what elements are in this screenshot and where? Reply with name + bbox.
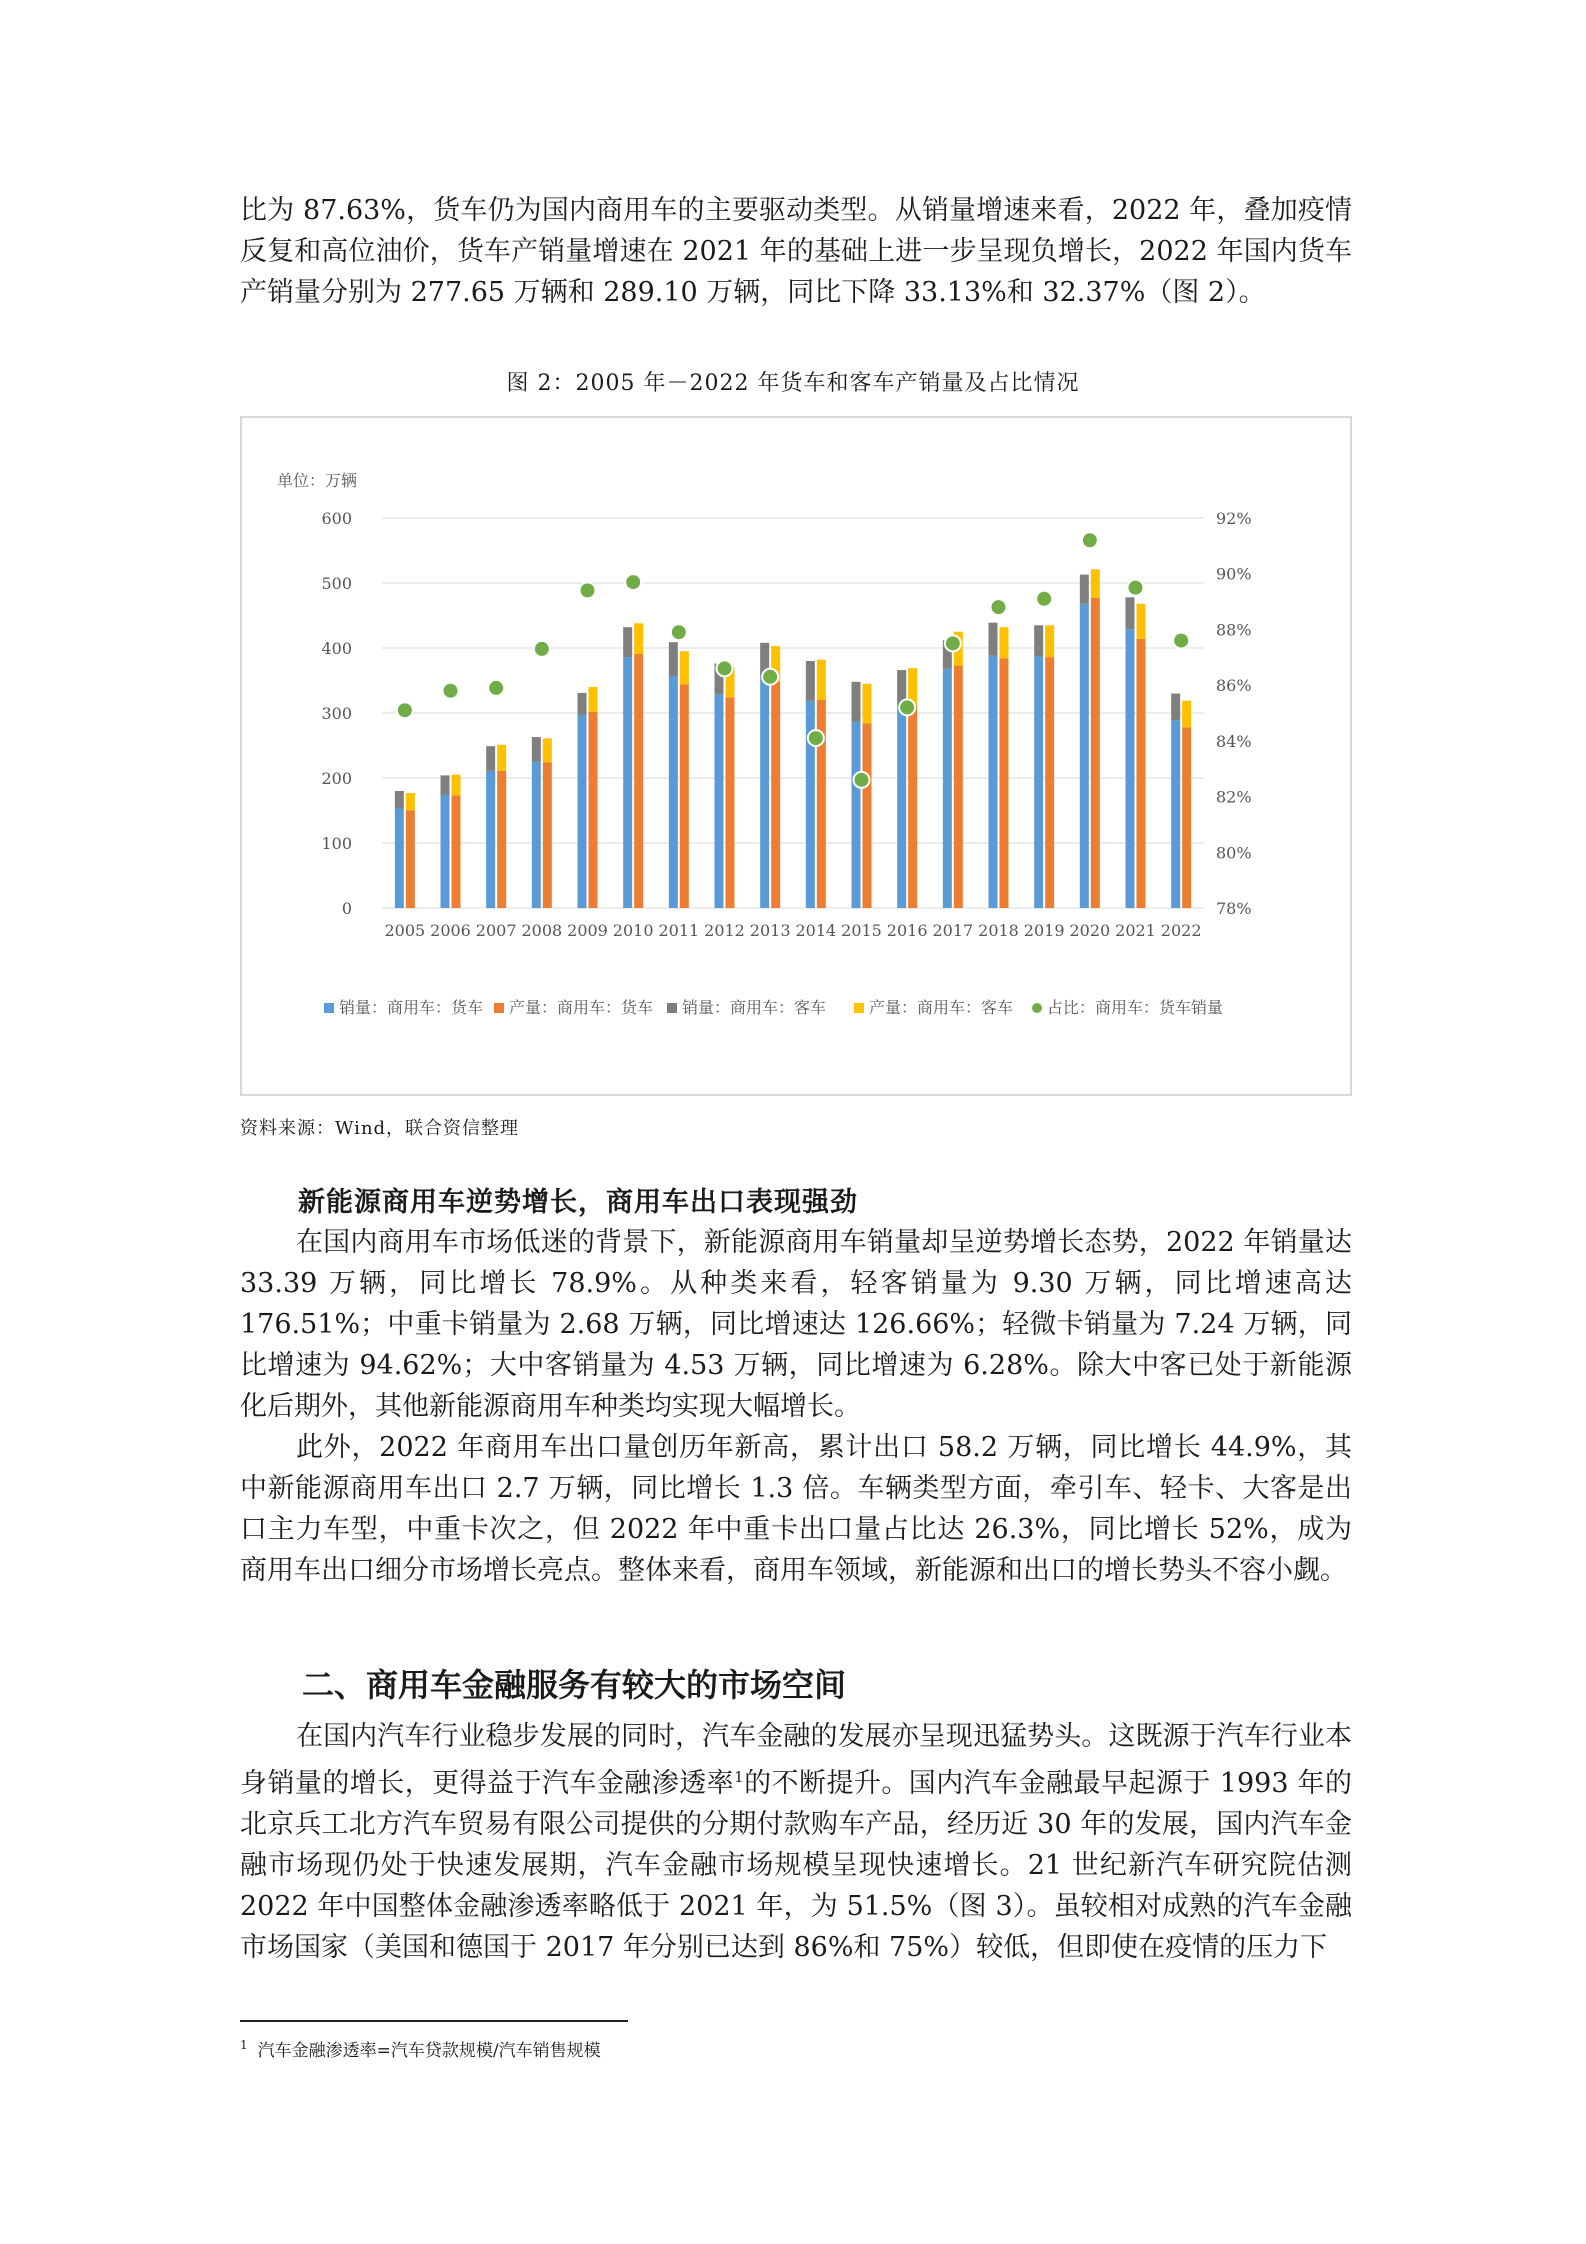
bar-sales-bus [852,682,861,722]
bar-prod-goods [543,762,552,908]
paragraph-text-part: 的不断提升。国内汽车金融最早起源于 1993 年的北京兵工北方汽车贸易有限公司提供的分期付款购车产品，经历近 30 年的发展，国内汽车金融市场现仍处于快速发展期，汽车金融市场规模呈现快速增长。21 世纪新汽车研究院估测 2022 年中国整体金融渗透率略低于 2021 年，为 51.5%（图 3）。虽较相对成熟的汽车金融市场国家（美国和德国于 2017 年分别已达到 86%和 75%）较低，但即使在疫情的压力下 [240,1768,1352,1963]
bar-sales-goods [715,694,724,908]
footnote-divider [240,2020,628,2022]
share-marker [808,730,824,746]
y-left-tick-label: 400 [321,639,352,658]
share-marker [762,669,778,685]
bar-prod-bus [1045,625,1054,657]
x-tick-label: 2021 [1115,921,1156,940]
bar-sales-bus [441,775,450,795]
legend-label: 占比：商用车：货车销量 [1047,998,1224,1017]
bar-prod-bus [497,745,506,771]
bar-sales-bus [1126,597,1135,629]
paragraph-text: 比为 87.63%，货车仍为国内商用车的主要驱动类型。从销量增速来看，2022 年，叠加疫情反复和高位油价，货车产销量增速在 2021 年的基础上进一步呈现负增长，2022 年国内货车产销量分别为 277.65 万辆和 289.10 万辆，同比下降 33.13%和 32.37%（图 2）。 [240,195,1352,308]
x-tick-label: 2017 [932,921,974,940]
x-tick-label: 2010 [612,921,654,940]
y-right-tick-label: 78% [1216,899,1252,918]
bar-chart [242,418,1350,1094]
bar-prod-goods [1000,658,1009,908]
chart-container [240,416,1352,1096]
legend-swatch [494,1003,504,1013]
bar-prod-bus [452,775,461,796]
share-marker [397,702,413,718]
share-marker [1036,591,1052,607]
bar-sales-goods [623,657,632,908]
bar-sales-bus [1171,694,1180,721]
paragraph-text-part: 在国内汽车行业稳步发展的同时，汽车金融的发展亦呈现迅猛势头。这既源于汽车行业本身销量的增长，更得益于汽车金融渗透率 [240,1721,1352,1799]
bar-sales-goods [760,679,769,908]
y-left-tick-label: 200 [321,769,352,788]
bar-sales-goods [989,656,998,908]
y-right-tick-label: 86% [1216,676,1252,696]
share-marker [580,582,596,598]
legend-swatch [854,1003,864,1013]
x-tick-label: 2016 [886,921,928,940]
x-tick-label: 2013 [749,921,791,940]
share-marker [534,641,550,657]
figure-source: 资料来源：Wind，联合资信整理 [240,1118,520,1139]
y-right-tick-label: 82% [1216,787,1252,807]
bar-prod-goods [771,682,780,908]
bar-sales-goods [578,715,587,908]
x-tick-label: 2009 [567,921,608,940]
bar-prod-goods [726,697,735,908]
bar-prod-bus [1000,627,1009,658]
bar-sales-bus [578,693,587,715]
bar-prod-goods [680,684,689,908]
paragraph-text: 此外，2022 年商用车出口量创历年新高，累计出口 58.2 万辆，同比增长 44.9%，其中新能源商用车出口 2.7 万辆，同比增长 1.3 倍。车辆类型方面，牵引车、轻卡、大客是出口主力车型，中重卡次之，但 2022 年中重卡出口量占比达 26.3%，同比增长 52%，成为商用车出口细分市场增长亮点。整体来看，商用车领域，新能源和出口的增长势头不容小觑。 [240,1432,1352,1586]
bar-prod-bus [680,651,689,684]
bar-prod-goods [954,666,963,908]
y-right-tick-label: 90% [1216,564,1252,584]
bar-sales-goods [441,795,450,908]
section-heading: 二、商用车金融服务有较大的市场空间 [302,1666,847,1704]
bar-sales-bus [623,627,632,657]
paragraph-text [240,1716,1352,1968]
bar-sales-goods [852,721,861,908]
x-tick-label: 2019 [1023,921,1065,940]
share-marker [945,635,961,651]
footnote-text: 汽车金融渗透率=汽车贷款规模/汽车销售规模 [257,2041,601,2061]
share-marker [899,699,915,715]
share-marker [1173,633,1189,649]
footnote [240,2036,601,2061]
x-tick-label: 2022 [1160,921,1202,940]
bar-prod-bus [543,738,552,762]
legend-swatch [667,1003,677,1013]
bar-prod-goods [497,771,506,908]
y-left-tick-label: 100 [321,834,352,853]
legend-swatch [324,1003,334,1013]
y-left-tick-label: 0 [341,899,352,918]
share-marker [717,660,733,676]
unit-label: 单位：万辆 [277,471,358,490]
bar-sales-bus [806,661,815,701]
bar-sales-goods [395,809,404,908]
y-right-tick-label: 88% [1216,620,1252,640]
bar-sales-goods [943,669,952,908]
paragraph-nev [240,1222,1352,1591]
share-marker [854,772,870,788]
bar-prod-goods [1137,639,1146,908]
figure-caption: 图 2：2005 年－2022 年货车和客车产销量及占比情况 [506,371,1080,396]
bar-prod-goods [589,712,598,908]
paragraph-finance [240,1716,1352,1968]
paragraph-intro [240,190,1352,313]
y-right-tick-label: 80% [1216,843,1252,863]
bar-prod-bus [1091,569,1100,598]
share-marker [1082,532,1098,548]
bar-sales-bus [1080,575,1089,604]
legend-label: 销量：商用车：货车 [339,998,484,1017]
x-tick-label: 2018 [978,921,1019,940]
bar-prod-goods [452,796,461,908]
bar-sales-bus [989,623,998,656]
x-tick-label: 2007 [475,921,517,940]
bar-sales-bus [669,642,678,676]
bar-sales-goods [1126,629,1135,908]
x-tick-label: 2012 [704,921,745,940]
y-right-tick-label: 84% [1216,731,1252,751]
share-marker [1128,580,1144,596]
bar-sales-bus [486,746,495,771]
x-tick-label: 2014 [795,921,837,940]
x-tick-label: 2020 [1069,921,1111,940]
bar-sales-goods [532,762,541,908]
legend-label: 产量：商用车：客车 [869,998,1014,1017]
bar-prod-bus [817,660,826,700]
bar-sales-goods [1171,720,1180,908]
bar-sales-bus [395,791,404,809]
y-right-tick-label: 92% [1216,509,1252,528]
legend-label: 产量：商用车：货车 [509,998,654,1017]
bar-sales-goods [1034,656,1043,908]
sub-heading: 新能源商用车逆势增长，商用车出口表现强劲 [298,1187,858,1218]
bar-prod-goods [406,811,415,909]
y-left-tick-label: 600 [321,509,352,528]
bar-prod-bus [634,623,643,654]
x-tick-label: 2005 [384,921,426,940]
bar-prod-bus [589,687,598,712]
footnote-ref[interactable]: 1 [734,1768,744,1786]
x-tick-label: 2011 [658,921,700,940]
bar-prod-goods [1091,598,1100,908]
bar-prod-bus [1182,701,1191,728]
share-marker [488,680,504,696]
x-tick-label: 2015 [841,921,882,940]
share-marker [671,624,687,640]
y-left-tick-label: 300 [321,704,352,723]
bar-prod-bus [1137,604,1146,639]
bar-sales-bus [532,737,541,762]
bar-prod-bus [406,793,415,811]
legend-swatch [1032,1003,1042,1013]
bar-sales-goods [897,707,906,909]
share-marker [625,574,641,590]
bar-prod-goods [908,705,917,908]
share-marker [991,599,1007,615]
bar-prod-goods [863,723,872,908]
bar-sales-goods [486,771,495,908]
bar-prod-goods [1045,657,1054,908]
bar-prod-goods [634,654,643,908]
bar-sales-goods [1080,604,1089,908]
footnote-mark: 1 [240,2038,248,2053]
x-tick-label: 2006 [430,921,471,940]
share-marker [443,683,459,699]
bar-sales-bus [1034,625,1043,656]
bar-sales-goods [669,676,678,908]
y-left-tick-label: 500 [321,574,352,593]
paragraph-text: 在国内商用车市场低迷的背景下，新能源商用车销量却呈逆势增长态势，2022 年销量达 33.39 万辆，同比增长 78.9%。从种类来看，轻客销量为 9.30 万辆，同比增速高达 176.51%；中重卡销量为 2.68 万辆，同比增速达 126.66%；轻微卡销量为 7.24 万辆，同比增速为 94.62%；大中客销量为 4.53 万辆，同比增速为 6.28%。除大中客已处于新能源化后期外，其他新能源商用车种类均实现大幅增长。 [240,1227,1352,1422]
bar-prod-bus [863,684,872,724]
x-tick-label: 2008 [521,921,563,940]
legend-label: 销量：商用车：客车 [682,998,827,1017]
bar-prod-goods [1182,727,1191,908]
